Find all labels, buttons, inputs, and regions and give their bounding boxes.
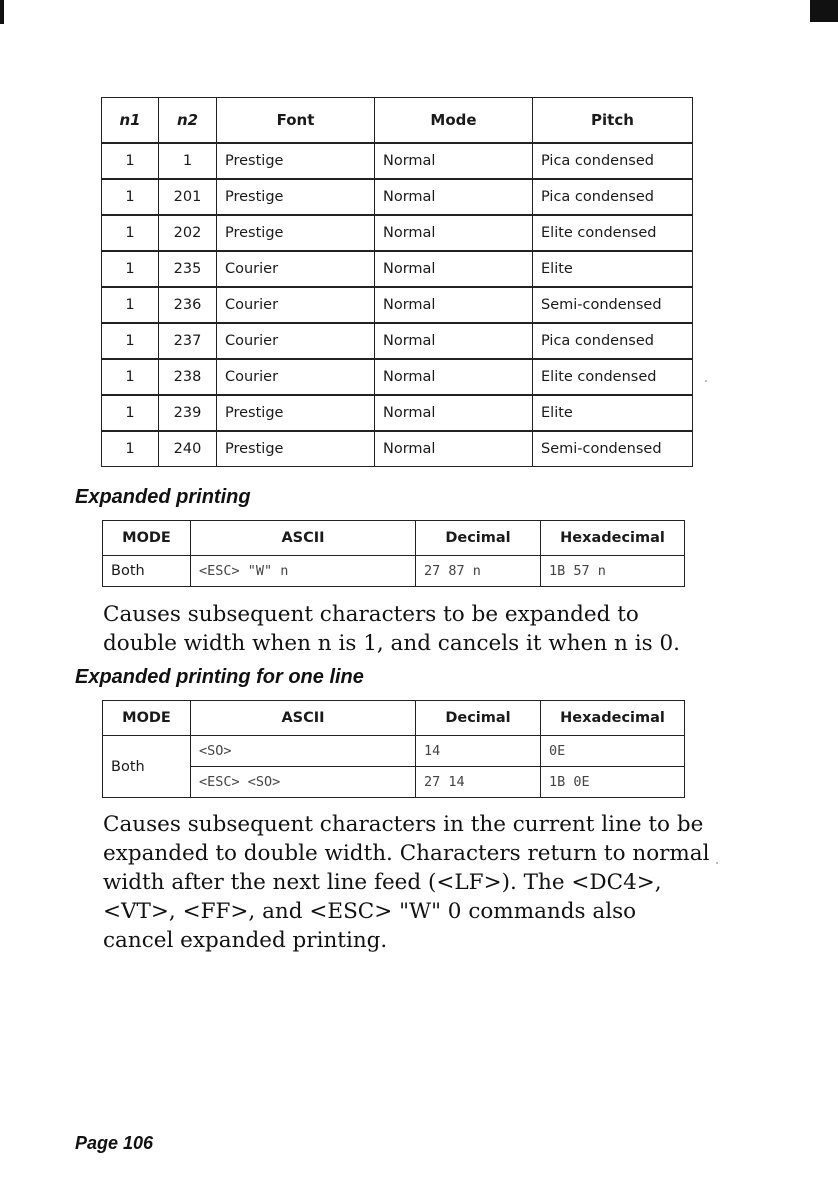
table-row — [102, 251, 693, 287]
header-decimal: Decimal — [416, 701, 541, 736]
header-n2: n2 — [159, 98, 217, 144]
section-heading-expanded: Expanded printing — [75, 486, 251, 508]
cell-ascii: <ESC> <SO> — [191, 767, 416, 798]
cell-n2: 239 — [159, 395, 217, 431]
expanded-description: Causes subsequent characters to be expanded to double width when n is 1, and cancels it when n is 0. — [103, 602, 680, 656]
table-row — [102, 143, 693, 179]
cell-mode: Both — [103, 736, 191, 798]
cell-n2: 1 — [159, 143, 217, 179]
table-row — [102, 431, 693, 467]
cell-font: Prestige — [217, 431, 375, 467]
table-row — [103, 767, 685, 798]
font-table — [101, 97, 693, 467]
header-ascii: ASCII — [191, 701, 416, 736]
cell-mode: Normal — [375, 359, 533, 395]
cell-decimal: 27 14 — [416, 767, 541, 798]
header-pitch: Pitch — [533, 98, 693, 144]
cell-n1: 1 — [102, 431, 159, 467]
command-table-header — [103, 701, 685, 736]
cell-font: Courier — [217, 359, 375, 395]
cell-mode: Normal — [375, 323, 533, 359]
table-row — [102, 323, 693, 359]
cell-font: Prestige — [217, 395, 375, 431]
cell-n2: 240 — [159, 431, 217, 467]
header-n1: n1 — [102, 98, 159, 144]
cell-n1: 1 — [102, 215, 159, 251]
cell-font: Prestige — [217, 179, 375, 215]
cell-font: Courier — [217, 323, 375, 359]
cell-pitch: Semi-condensed — [533, 287, 693, 323]
cell-pitch: Pica condensed — [533, 323, 693, 359]
header-mode: MODE — [103, 521, 191, 556]
section-heading-expanded-one-line: Expanded printing for one line — [75, 666, 364, 688]
table-row — [102, 215, 693, 251]
cell-pitch: Pica condensed — [533, 179, 693, 215]
header-hexadecimal: Hexadecimal — [541, 521, 685, 556]
table-row — [103, 736, 685, 767]
cell-font: Courier — [217, 287, 375, 323]
cell-n1: 1 — [102, 251, 159, 287]
header-mode: MODE — [103, 701, 191, 736]
cell-n2: 237 — [159, 323, 217, 359]
cell-font: Prestige — [217, 215, 375, 251]
scan-edge-mark-left — [0, 0, 4, 24]
font-table-header — [102, 98, 693, 144]
cell-hexadecimal: 1B 0E — [541, 767, 685, 798]
page-number: Page 106 — [75, 1133, 154, 1153]
scan-edge-mark-right — [810, 0, 838, 22]
cell-n2: 202 — [159, 215, 217, 251]
cell-pitch: Elite — [533, 395, 693, 431]
cell-n1: 1 — [102, 287, 159, 323]
cell-mode: Normal — [375, 431, 533, 467]
cell-n1: 1 — [102, 179, 159, 215]
cell-hexadecimal: 0E — [541, 736, 685, 767]
cell-mode: Both — [103, 556, 191, 587]
cell-mode: Normal — [375, 287, 533, 323]
cell-font: Courier — [217, 251, 375, 287]
header-mode: Mode — [375, 98, 533, 144]
header-ascii: ASCII — [191, 521, 416, 556]
cell-pitch: Pica condensed — [533, 143, 693, 179]
scan-speck — [716, 862, 718, 864]
expanded-line-command-table — [102, 700, 685, 798]
cell-pitch: Elite condensed — [533, 215, 693, 251]
cell-ascii: <ESC> "W" n — [191, 556, 416, 587]
table-row — [102, 179, 693, 215]
cell-n2: 201 — [159, 179, 217, 215]
scan-speck — [705, 380, 707, 382]
table-row — [102, 395, 693, 431]
cell-n2: 235 — [159, 251, 217, 287]
cell-n1: 1 — [102, 323, 159, 359]
cell-n2: 236 — [159, 287, 217, 323]
cell-decimal: 14 — [416, 736, 541, 767]
command-table-header — [103, 521, 685, 556]
cell-hexadecimal: 1B 57 n — [541, 556, 685, 587]
cell-n1: 1 — [102, 359, 159, 395]
cell-n2: 238 — [159, 359, 217, 395]
cell-mode: Normal — [375, 143, 533, 179]
cell-n1: 1 — [102, 395, 159, 431]
cell-pitch: Elite — [533, 251, 693, 287]
cell-ascii: <SO> — [191, 736, 416, 767]
table-row — [102, 359, 693, 395]
cell-n1: 1 — [102, 143, 159, 179]
header-font: Font — [217, 98, 375, 144]
cell-mode: Normal — [375, 215, 533, 251]
cell-pitch: Elite condensed — [533, 359, 693, 395]
cell-mode: Normal — [375, 395, 533, 431]
table-row — [103, 556, 685, 587]
table-row — [102, 287, 693, 323]
expanded-line-description: Causes subsequent characters in the current line to be expanded to double width. Characters return to normal width after the next line feed (<LF>). The <DC4>, <VT>, <FF>, and <ESC> "W" 0 commands also cancel expanded printing. — [103, 812, 710, 953]
cell-mode: Normal — [375, 251, 533, 287]
cell-pitch: Semi-condensed — [533, 431, 693, 467]
header-hexadecimal: Hexadecimal — [541, 701, 685, 736]
cell-font: Prestige — [217, 143, 375, 179]
header-decimal: Decimal — [416, 521, 541, 556]
cell-mode: Normal — [375, 179, 533, 215]
expanded-command-table — [102, 520, 685, 587]
cell-decimal: 27 87 n — [416, 556, 541, 587]
